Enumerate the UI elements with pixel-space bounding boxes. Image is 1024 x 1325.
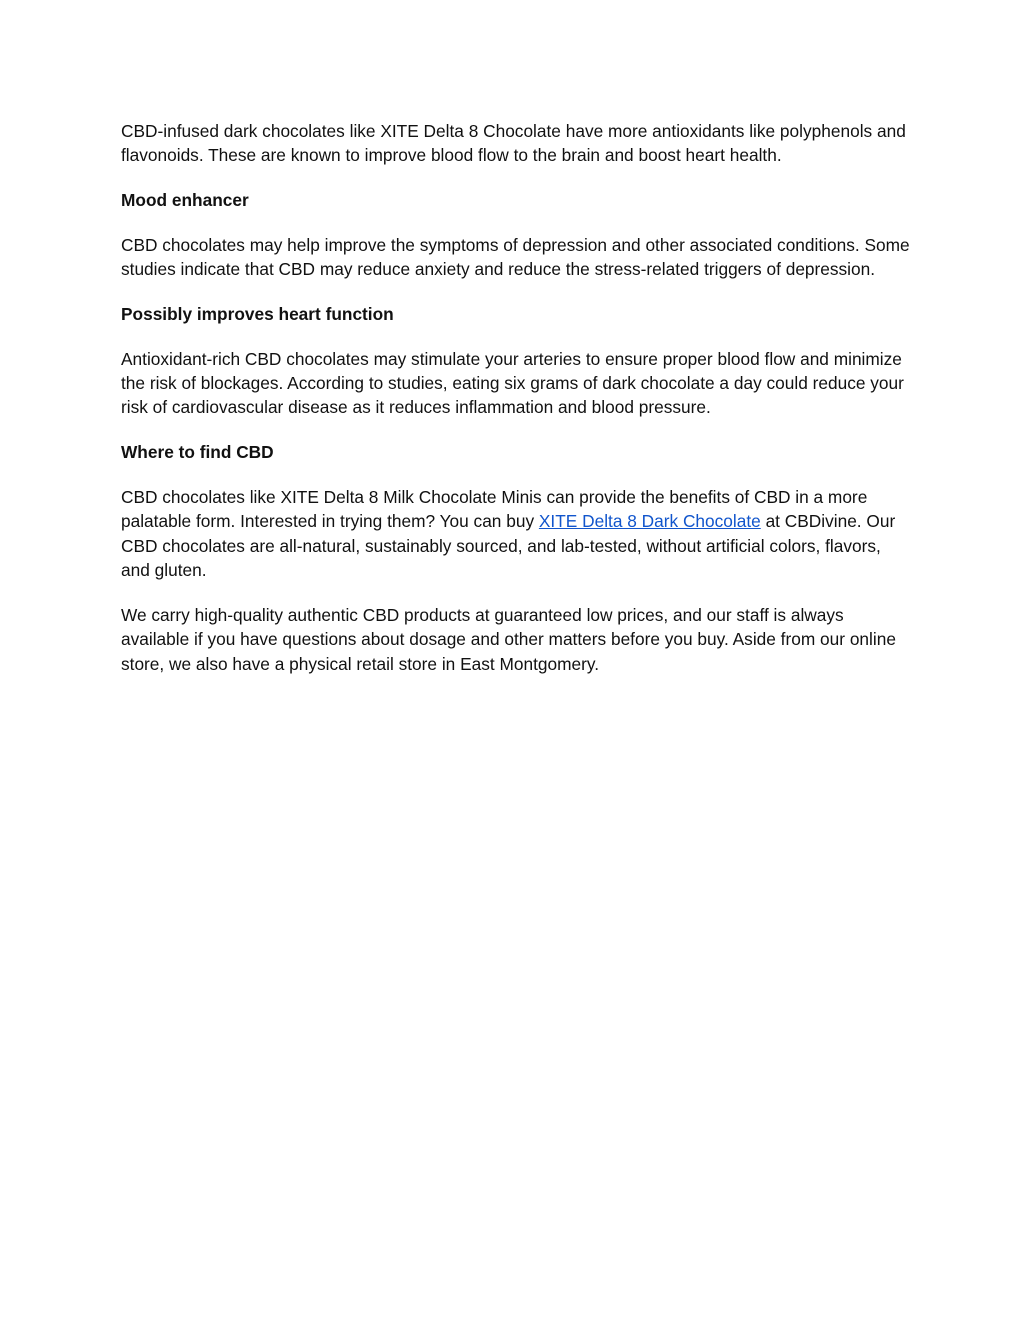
where-paragraph bbox=[121, 485, 911, 583]
where-text-before: CBD chocolates like XITE Delta 8 Milk Chocolate Minis can provide the benefits of CBD in a more palatable form. Interested in trying them? You can buy bbox=[121, 486, 868, 532]
heading-mood-enhancer: Mood enhancer bbox=[121, 190, 249, 211]
heart-paragraph: Antioxidant-rich CBD chocolates may stimulate your arteries to ensure proper blood flow and minimize the risk of blockages. According to studies, eating six grams of dark chocolate a day could reduce your risk of cardiovascular disease as it reduces inflammation and blood pressure. bbox=[121, 348, 904, 418]
mood-paragraph: CBD chocolates may help improve the symptoms of depression and other associated conditions. Some studies indicate that CBD may reduce anxiety and reduce the stress-related triggers of depression. bbox=[121, 234, 910, 280]
intro-paragraph: CBD-infused dark chocolates like XITE Delta 8 Chocolate have more antioxidants like polyphenols and flavonoids. These are known to improve blood flow to the brain and boost heart health. bbox=[121, 121, 906, 166]
closing-paragraph: We carry high-quality authentic CBD products at guaranteed low prices, and our staff is always available if you have questions about dosage and other matters before you buy. Aside from our online store, we also have a physical retail store in East Montgomery. bbox=[121, 604, 896, 674]
document-body bbox=[121, 119, 911, 696]
heading-where-to-find: Where to find CBD bbox=[121, 442, 274, 463]
where-text-after: at CBDivine. Our CBD chocolates are all-natural, sustainably sourced, and lab-tested, without artificial colors, flavors, and gluten. bbox=[121, 511, 896, 581]
product-link[interactable]: XITE Delta 8 Dark Chocolate bbox=[538, 511, 761, 532]
heading-heart-function: Possibly improves heart function bbox=[121, 303, 394, 324]
